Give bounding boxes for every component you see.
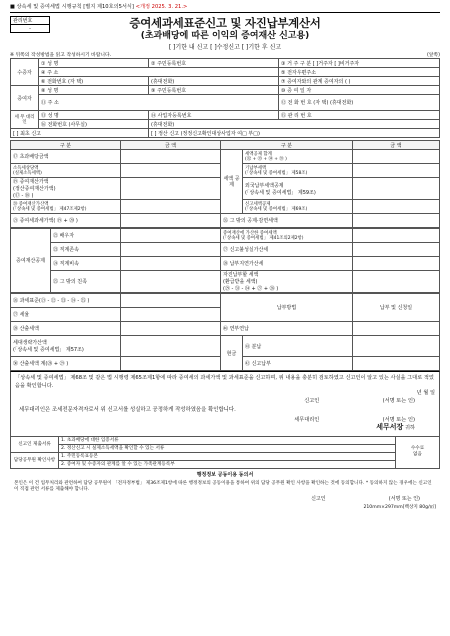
agent-bizno-field[interactable]: ⑭ 사업자등록번호 (149, 111, 279, 120)
declaration-block (10, 371, 440, 436)
income-tax-amount[interactable] (121, 164, 221, 178)
other-credit-amount[interactable] (353, 214, 440, 228)
notes-row (10, 51, 440, 58)
donee-name-field[interactable]: ① 성 명 (39, 59, 149, 68)
tax-rate-value[interactable] (121, 308, 221, 322)
donee-phone-field[interactable]: ⑥ 전화번호 (자 택) (39, 77, 149, 86)
agent-label: 세 무 대리인 (11, 111, 39, 129)
bad-faith-penalty-amount[interactable] (353, 243, 440, 257)
donor-name-field[interactable]: ⑧ 성 명 (39, 86, 149, 95)
donee-address-field[interactable]: ④ 주 소 (39, 68, 279, 77)
first-filing-option[interactable]: [ ] 최초 신고 (11, 129, 149, 138)
col-head-category-left: 구 분 (11, 141, 121, 150)
prepaid-tax-label: 기납부세액 (「상속세 및 증여세법」 제58조) (243, 164, 353, 178)
tax-table (10, 293, 440, 371)
col-head-category-right: 구 분 (221, 141, 353, 150)
descendant-label: ㉔ 직계비속 (51, 257, 121, 271)
excess-dividend-label: ⑰ 초과배당금액 (11, 150, 121, 164)
declaration-text: 「상속세 및 증여세법」 제68조 및 같은 법 시행령 제65조제1항에 따라 증여세의 과세가액 및 과세표준을 신고하며, 위 내용을 충분히 검토하였고 신고인이 알고 있는 사실을 그대로 적었음을 확인합니다. (15, 375, 434, 389)
split-payment-value[interactable] (353, 336, 440, 357)
form-subtitle: (초과배당에 따른 이익의 증여재산 신고용) (140, 31, 310, 41)
spouse-amount[interactable] (121, 229, 221, 243)
gift-value-label: ⑲ 증여재산가액 (정산증여재산가액) (⑰ - ⑱ ) (11, 178, 121, 200)
split-payment-label: ㊶ 분납 (243, 336, 353, 357)
gift-date-field[interactable]: ⑩ 증 여 일 자 (279, 86, 440, 95)
gift-addition-label: ⑳ 증여재산가산액 (「상속세 및 증여세법」 제47조제2항) (11, 200, 121, 214)
generation-skip-label: 세대생략가산액 (「상속세 및 증여세법」 제57조) (11, 336, 121, 357)
agent-phone-field[interactable]: ⑯ 전화번호 (사무실) (39, 120, 149, 129)
filing-payment-label: ㊷ 신고납부 (243, 357, 353, 371)
donor-phone-field[interactable]: ⑫ 전 화 번 호 (자 택) (휴대전화) (279, 95, 440, 111)
tax-office-label: 세무서장 (376, 423, 404, 431)
total-credit-label: 세액공제 합계 (㉜ + ㉝ + ㉞ + ㉟ ) (243, 150, 353, 164)
submit-doc-2: 2. 정산신고 시 실제소득세액을 확인할 수 있는 서류 (59, 444, 396, 452)
reporter-label: 신고인 (304, 397, 320, 404)
installment-value[interactable] (353, 322, 440, 336)
reporter-sign-field[interactable]: (서명 또는 인) (382, 397, 415, 404)
tax-base-amount[interactable] (121, 294, 221, 308)
deduction-table (10, 228, 440, 293)
consent-signer-label: 신고인 (311, 495, 326, 502)
col-head-amount-left: 금 액 (121, 141, 221, 150)
donor-address-field[interactable]: ⑪ 주 소 (39, 95, 279, 111)
official-check-label: 담당공무원 확인사항 (11, 452, 59, 468)
amend-note: <개정 2025. 3. 21.> (135, 4, 188, 10)
agent-mobile-field[interactable]: (휴대전화) (149, 120, 440, 129)
computed-tax-amount[interactable] (121, 322, 221, 336)
payment-method-label: 납부방법 (221, 294, 353, 322)
computed-tax-label: ㉘ 산출세액 (11, 322, 121, 336)
agent-mgmt-field[interactable]: ⑮ 관 리 번 호 (279, 111, 440, 120)
taxable-value-amount[interactable] (121, 214, 221, 228)
payment-date-label: 납부 및 신청일 (353, 294, 440, 322)
attachments-table (10, 436, 440, 469)
cash-label: 현금 (221, 336, 243, 371)
addressee-row (15, 424, 435, 433)
reporter-sign-row (15, 398, 435, 406)
residency-field[interactable]: ③ 거 주 구 분 [ ]거주자 [ ]비거주자 (279, 59, 440, 68)
foreign-credit-label: 외국납부세액공제 (「상속세 및 증여세법」 제59조) (243, 178, 353, 200)
added-gift-tax-amount[interactable] (353, 229, 440, 243)
excess-dividend-amount[interactable] (121, 150, 221, 164)
form-header (10, 0, 440, 12)
total-computed-tax-label: ㉚ 산출세액 계(㉘ + ㉙ ) (11, 357, 121, 371)
paper-spec: 210mm×297mm[백상지 80g/㎡] (363, 504, 436, 510)
official-doc-2: 2. 증여자 및 수증자의 관계를 알 수 있는 가족관계등록부 (59, 460, 396, 468)
other-relatives-amount[interactable] (121, 271, 221, 293)
agent-sign-row (15, 417, 435, 425)
added-gift-tax-label: 증여재산에 가산한 증여세액 (「상속세 및 증여세법」 제41조의2제2항) (221, 229, 353, 243)
consent-title: 행정정보 공동이용 동의서 (196, 471, 254, 478)
col-head-amount-right: 금 액 (353, 141, 440, 150)
prepaid-tax-amount[interactable] (353, 164, 440, 178)
self-pay-tax-amount[interactable] (353, 271, 440, 293)
settlement-filing-option[interactable]: [ ] 정산 신고 (정정신고확인대상사업자 여□ 부□) (149, 129, 440, 138)
spouse-label: ㉒ 배우자 (51, 229, 121, 243)
agent-sign-field[interactable]: (서명 또는 인) (382, 416, 415, 423)
filing-type-options[interactable]: [ ]기한 내 신고 [ ]수정신고 [ ]기한 후 신고 (168, 44, 282, 51)
agent-declaration: 세무대리인은 조세전문자격자로서 위 신고서를 성실하고 공정하게 작성하였음을 확인합니다. (19, 407, 236, 413)
foreign-credit-amount[interactable] (353, 178, 440, 200)
mgmt-value[interactable]: - (11, 25, 50, 33)
ascendant-label: ㉓ 직계존속 (51, 243, 121, 257)
donor-label: 증여자 (11, 86, 39, 111)
tax-credit-label: 세액 공제 (221, 150, 243, 214)
bad-faith-penalty-label: ㉗ 신고불성실가산세 (221, 243, 353, 257)
agent-name-field[interactable]: ⑬ 성 명 (39, 111, 149, 120)
declaration-date[interactable]: 년 월 일 (416, 390, 435, 396)
donee-email-field[interactable]: ⑤ 전자우편주소 (279, 68, 440, 77)
donee-relation-field[interactable]: ⑦ 증여자와의 관계 증여자의 ( ) (279, 77, 440, 86)
total-computed-tax-amount[interactable] (121, 357, 221, 371)
form-page (10, 0, 440, 512)
late-payment-penalty-amount[interactable] (353, 257, 440, 271)
tax-base-label: ㉖ 과세표준(㉑ - ㉒ - ㉓ - ㉔ - ㉕ ) (11, 294, 121, 308)
agent-sign-label: 세무대리인 (294, 416, 320, 423)
submit-doc-1: 1. 초과배당에 대한 입증서류 (59, 436, 396, 444)
installment-label: ㊵ 연부연납 (221, 322, 353, 336)
mgmt-label: 관리번호 (11, 17, 50, 25)
donee-label: 수증자 (11, 59, 39, 86)
instruction-note: ※ 뒤쪽의 작성방법을 읽고 작성하시기 바랍니다. (10, 53, 112, 58)
consent-sign-row (10, 495, 440, 502)
filing-credit-label: 신고세액공제 (「상속세 및 증여세법」 제69조) (243, 200, 353, 214)
form-title: 증여세과세표준신고 및 자진납부계산서 (129, 16, 321, 30)
party-info-table (10, 58, 440, 138)
gift-value-amount[interactable] (121, 178, 221, 200)
fee-cell: 수수료 없음 (396, 436, 440, 468)
calc-table (10, 140, 440, 228)
generation-skip-amount[interactable] (121, 336, 221, 357)
filing-payment-value[interactable] (353, 357, 440, 371)
page-side: (앞쪽) (426, 53, 440, 58)
income-tax-label: 소득세상당액 (실제소득세액) (11, 164, 121, 178)
gift-deduction-label: 증여재산공제 (11, 229, 51, 293)
official-doc-1: 1. 주민등록표등본 (59, 452, 396, 460)
addressee-suffix: 귀하 (404, 425, 415, 431)
total-credit-amount[interactable] (353, 150, 440, 164)
donee-mobile-field[interactable]: (휴대전화) (149, 77, 279, 86)
form-reference: ■ 상속세 및 증여세법 시행규칙 [별지 제10호의5서식] (10, 4, 134, 10)
filing-credit-amount[interactable] (353, 200, 440, 214)
consent-body: 본인은 이 건 업무처리와 관련하여 담당 공무원이 「전자정부법」 제36조제1항에 따른 행정정보의 공동이용을 통하여 위의 담당 공무원 확인 사항을 확인하는 것에 동의합니다. * 동의하지 않는 경우에는 신고인이 직접 관련 서류를 제출해야 합니다. (14, 480, 432, 492)
other-relatives-label: ㉕ 그 밖의 친족 (51, 271, 121, 293)
consent-sign-field[interactable]: (서명 또는 인) (388, 495, 420, 502)
self-pay-tax-label: 자진납부할 세액 (환급받을 세액) (㉙ - ㉛ - ㉞ + ㉗ + ㉘ ) (221, 271, 353, 293)
ascendant-amount[interactable] (121, 243, 221, 257)
taxable-value-label: ㉑ 증여세과세가액( ⑲ + ⑳ ) (11, 214, 121, 228)
late-payment-penalty-label: ㉘ 납부지연가산세 (221, 257, 353, 271)
submit-docs-label: 신고인 제출서류 (11, 436, 59, 452)
title-block (10, 12, 440, 51)
gift-addition-amount[interactable] (121, 200, 221, 214)
tax-rate-label: ㉗ 세율 (11, 308, 121, 322)
descendant-amount[interactable] (121, 257, 221, 271)
donee-id-field[interactable]: ② 주민등록번호 (149, 59, 279, 68)
donor-id-field[interactable]: ⑨ 주민등록번호 (149, 86, 279, 95)
other-credit-label: ㉟ 그 밖의 공제·감면세액 (221, 214, 353, 228)
